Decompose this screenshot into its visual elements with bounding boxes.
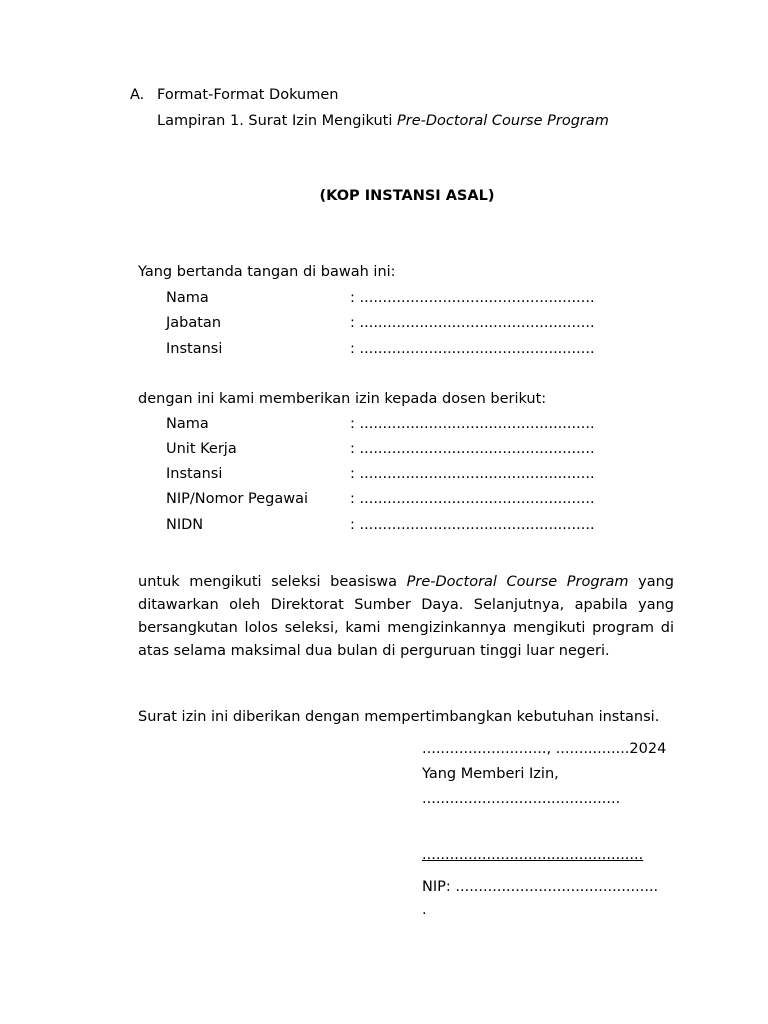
paragraph-program-name: Pre-Doctoral Course Program xyxy=(406,574,629,590)
field-blank: : ................................................... xyxy=(350,341,595,357)
paragraph-before: untuk mengikuti seleksi beasiswa xyxy=(138,574,407,590)
field-label: Nama xyxy=(166,416,209,432)
signature-date-line: ..........................., ................2024 xyxy=(422,741,667,757)
signature-giver-label: Yang Memberi Izin, xyxy=(422,766,559,782)
signer-intro: Yang bertanda tangan di bawah ini: xyxy=(138,264,396,280)
signer-field-jabatan xyxy=(166,315,686,335)
field-label: Jabatan xyxy=(166,315,222,331)
lampiran-program-name: Pre-Doctoral Course Program xyxy=(396,113,609,129)
signature-nip-blank: NIP: ............................................ xyxy=(422,879,659,895)
lecturer-field-nama xyxy=(166,416,686,436)
lampiran-prefix: Lampiran 1. Surat Izin Mengikuti xyxy=(157,113,397,129)
field-label: NIDN xyxy=(166,517,204,533)
signer-field-instansi xyxy=(166,341,686,361)
field-blank: : ................................................... xyxy=(350,315,595,331)
field-blank: : ................................................... xyxy=(350,491,595,507)
lecturer-field-instansi xyxy=(166,466,686,486)
signature-trailing-dot: . xyxy=(422,902,427,918)
field-blank: : ................................................... xyxy=(350,441,595,457)
field-blank: : ................................................... xyxy=(350,416,595,432)
paragraph-after: yang ditawarkan oleh Direktorat Sumber Daya. Selanjutnya, apabila yang bersangkutan lolos seleksi, kami mengizinkannya mengikuti program di atas selama maksimal dua bulan di perguruan tinggi luar negeri. xyxy=(138,574,674,659)
field-blank: : ................................................... xyxy=(350,466,595,482)
kop-placeholder: (KOP INSTANSI ASAL) xyxy=(319,188,495,204)
lecturer-field-unit-kerja xyxy=(166,441,686,461)
section-letter: A. xyxy=(130,87,145,103)
lecturer-intro: dengan ini kami memberikan izin kepada dosen berikut: xyxy=(138,391,547,407)
field-label: Instansi xyxy=(166,341,223,357)
signature-position-blank: ........................................... xyxy=(422,791,621,807)
field-label: NIP/Nomor Pegawai xyxy=(166,491,309,507)
section-title: Format-Format Dokumen xyxy=(157,87,339,103)
lecturer-field-nidn xyxy=(166,517,686,537)
field-blank: : ................................................... xyxy=(350,517,595,533)
lecturer-field-nip xyxy=(166,491,686,511)
field-blank: : ................................................... xyxy=(350,290,595,306)
signature-name-blank: ................................................ xyxy=(422,847,644,863)
closing-statement: Surat izin ini diberikan dengan mempertimbangkan kebutuhan instansi. xyxy=(138,709,660,725)
body-paragraph xyxy=(138,571,674,663)
lampiran-heading xyxy=(157,113,609,129)
signer-field-nama xyxy=(166,290,686,310)
field-label: Instansi xyxy=(166,466,223,482)
field-label: Unit Kerja xyxy=(166,441,237,457)
field-label: Nama xyxy=(166,290,209,306)
